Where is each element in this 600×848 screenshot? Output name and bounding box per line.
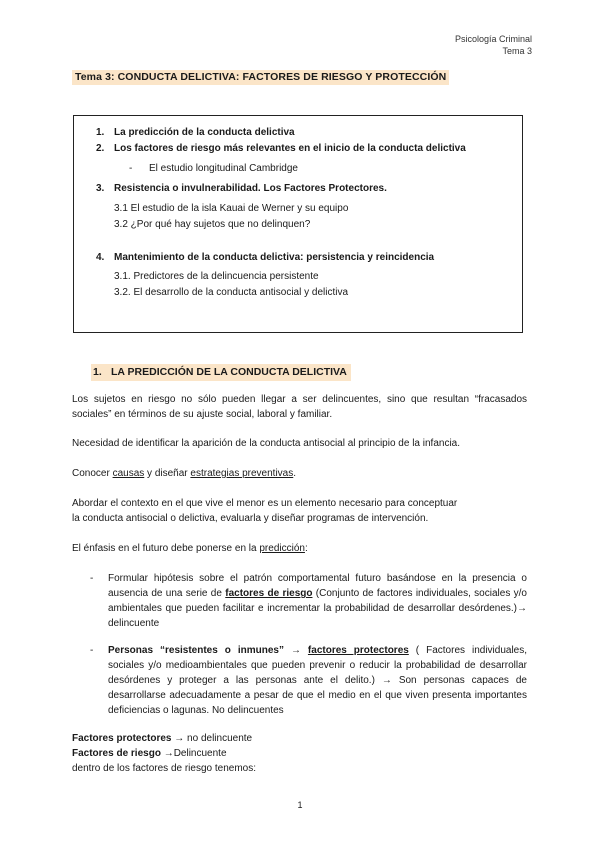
text-run: (Conjunto de factores individuales, sociales y/o ambientales que pueden facilitar e incrementar la probabilidad de desarrollar desórdenes.)→ delincuente xyxy=(108,588,527,629)
page-number: 1 xyxy=(297,800,303,810)
text-run: : xyxy=(304,543,308,554)
table-of-contents xyxy=(73,115,523,333)
toc-subitem-label: El estudio longitudinal Cambridge xyxy=(149,163,298,174)
toc-item-3 xyxy=(96,183,387,194)
text-run: . xyxy=(293,468,297,479)
paragraph: Los sujetos en riesgo no sólo pueden llegar a ser delincuentes, sino que resultan “fracasados sociales” en términos de su ajuste social, laboral y familiar. xyxy=(72,394,527,420)
key-term: Factores protectores xyxy=(72,733,172,744)
key-term: Factores de riesgo xyxy=(72,748,161,759)
toc-item-number: 2. xyxy=(96,143,105,154)
underlined-term: causas xyxy=(112,468,145,479)
toc-subitem: 3.2 ¿Por qué hay sujetos que no delinquen? xyxy=(114,219,311,230)
toc-item-label: Resistencia o invulnerabilidad. Los Factores Protectores. xyxy=(114,183,387,194)
document-title: Tema 3: CONDUCTA DELICTIVA: FACTORES DE RIESGO Y PROTECCIÓN xyxy=(72,70,449,85)
summary-line xyxy=(72,731,527,746)
key-term: factores protectores xyxy=(307,645,409,656)
paragraph-line: la conducta antisocial o delictiva, evaluarla y diseñar programas de intervención. xyxy=(72,513,429,524)
text-run: y diseñar xyxy=(144,468,191,479)
key-term: factores de riesgo xyxy=(225,588,313,599)
paragraph: Necesidad de identificar la aparición de la conducta antisocial al principio de la infancia. xyxy=(72,438,461,449)
toc-item-number: 1. xyxy=(96,127,105,138)
bullet-dash: - xyxy=(90,573,94,584)
section-title xyxy=(91,364,351,381)
underlined-term: predicción xyxy=(259,543,305,554)
toc-subitem xyxy=(129,163,298,174)
toc-dash: - xyxy=(129,163,133,174)
toc-subitem: 3.1 El estudio de la isla Kauai de Werner y su equipo xyxy=(114,203,349,214)
toc-item-1 xyxy=(96,127,295,138)
summary-line xyxy=(72,746,527,761)
toc-item-4 xyxy=(96,252,434,263)
summary-line: dentro de los factores de riesgo tenemos: xyxy=(72,763,256,774)
underlined-term: estrategias preventivas xyxy=(190,468,294,479)
toc-subitem: 3.2. El desarrollo de la conducta antisocial y delictiva xyxy=(114,287,349,298)
paragraph xyxy=(72,466,527,481)
toc-subitem: 3.1. Predictores de la delincuencia persistente xyxy=(114,271,319,282)
bullet-dash: - xyxy=(90,645,94,656)
toc-item-label: Mantenimiento de la conducta delictiva: persistencia y reincidencia xyxy=(114,252,435,263)
text-run: → no delincuente xyxy=(171,733,253,744)
text-run: El énfasis en el futuro debe ponerse en la xyxy=(72,543,260,554)
bullet-item xyxy=(108,643,527,718)
key-term: Personas “resistentes o inmunes” → xyxy=(108,645,308,656)
paragraph xyxy=(72,541,527,556)
text-run: Formular hipótesis sobre el patrón comportamental futuro basándose en la presencia o ausencia de una serie de xyxy=(108,573,527,599)
text-run: →Delincuente xyxy=(160,748,227,759)
section-title-text: LA PREDICCIÓN DE LA CONDUCTA DELICTIVA xyxy=(111,366,347,378)
toc-item-number: 3. xyxy=(96,183,105,194)
header-topic: Tema 3 xyxy=(502,46,532,56)
toc-item-number: 4. xyxy=(96,252,105,263)
text-run: ( Factores individuales, sociales y/o medioambientales que pueden prevenir o reducir la probabilidad de desarrollar desórdenes y proteger a las personas ante el delito.) → Son personas capaces de desarrollarse adecuadamente a pesar de que el medio en el que viven presenta importantes deficiencias o lagunas. No delincuentes xyxy=(108,645,528,716)
toc-item-label: La predicción de la conducta delictiva xyxy=(114,127,295,138)
summary-block xyxy=(72,731,527,776)
bullet-item xyxy=(108,571,527,631)
toc-item-label: Los factores de riesgo más relevantes en el inicio de la conducta delictiva xyxy=(114,143,466,154)
page-header xyxy=(455,33,532,57)
section-number: 1. xyxy=(93,366,102,378)
paragraph xyxy=(72,496,527,526)
paragraph-line: Abordar el contexto en el que vive el menor es un elemento necesario para conceptuar xyxy=(72,498,458,509)
header-course: Psicología Criminal xyxy=(454,34,532,44)
toc-item-2 xyxy=(96,143,466,154)
text-run: Conocer xyxy=(72,468,113,479)
